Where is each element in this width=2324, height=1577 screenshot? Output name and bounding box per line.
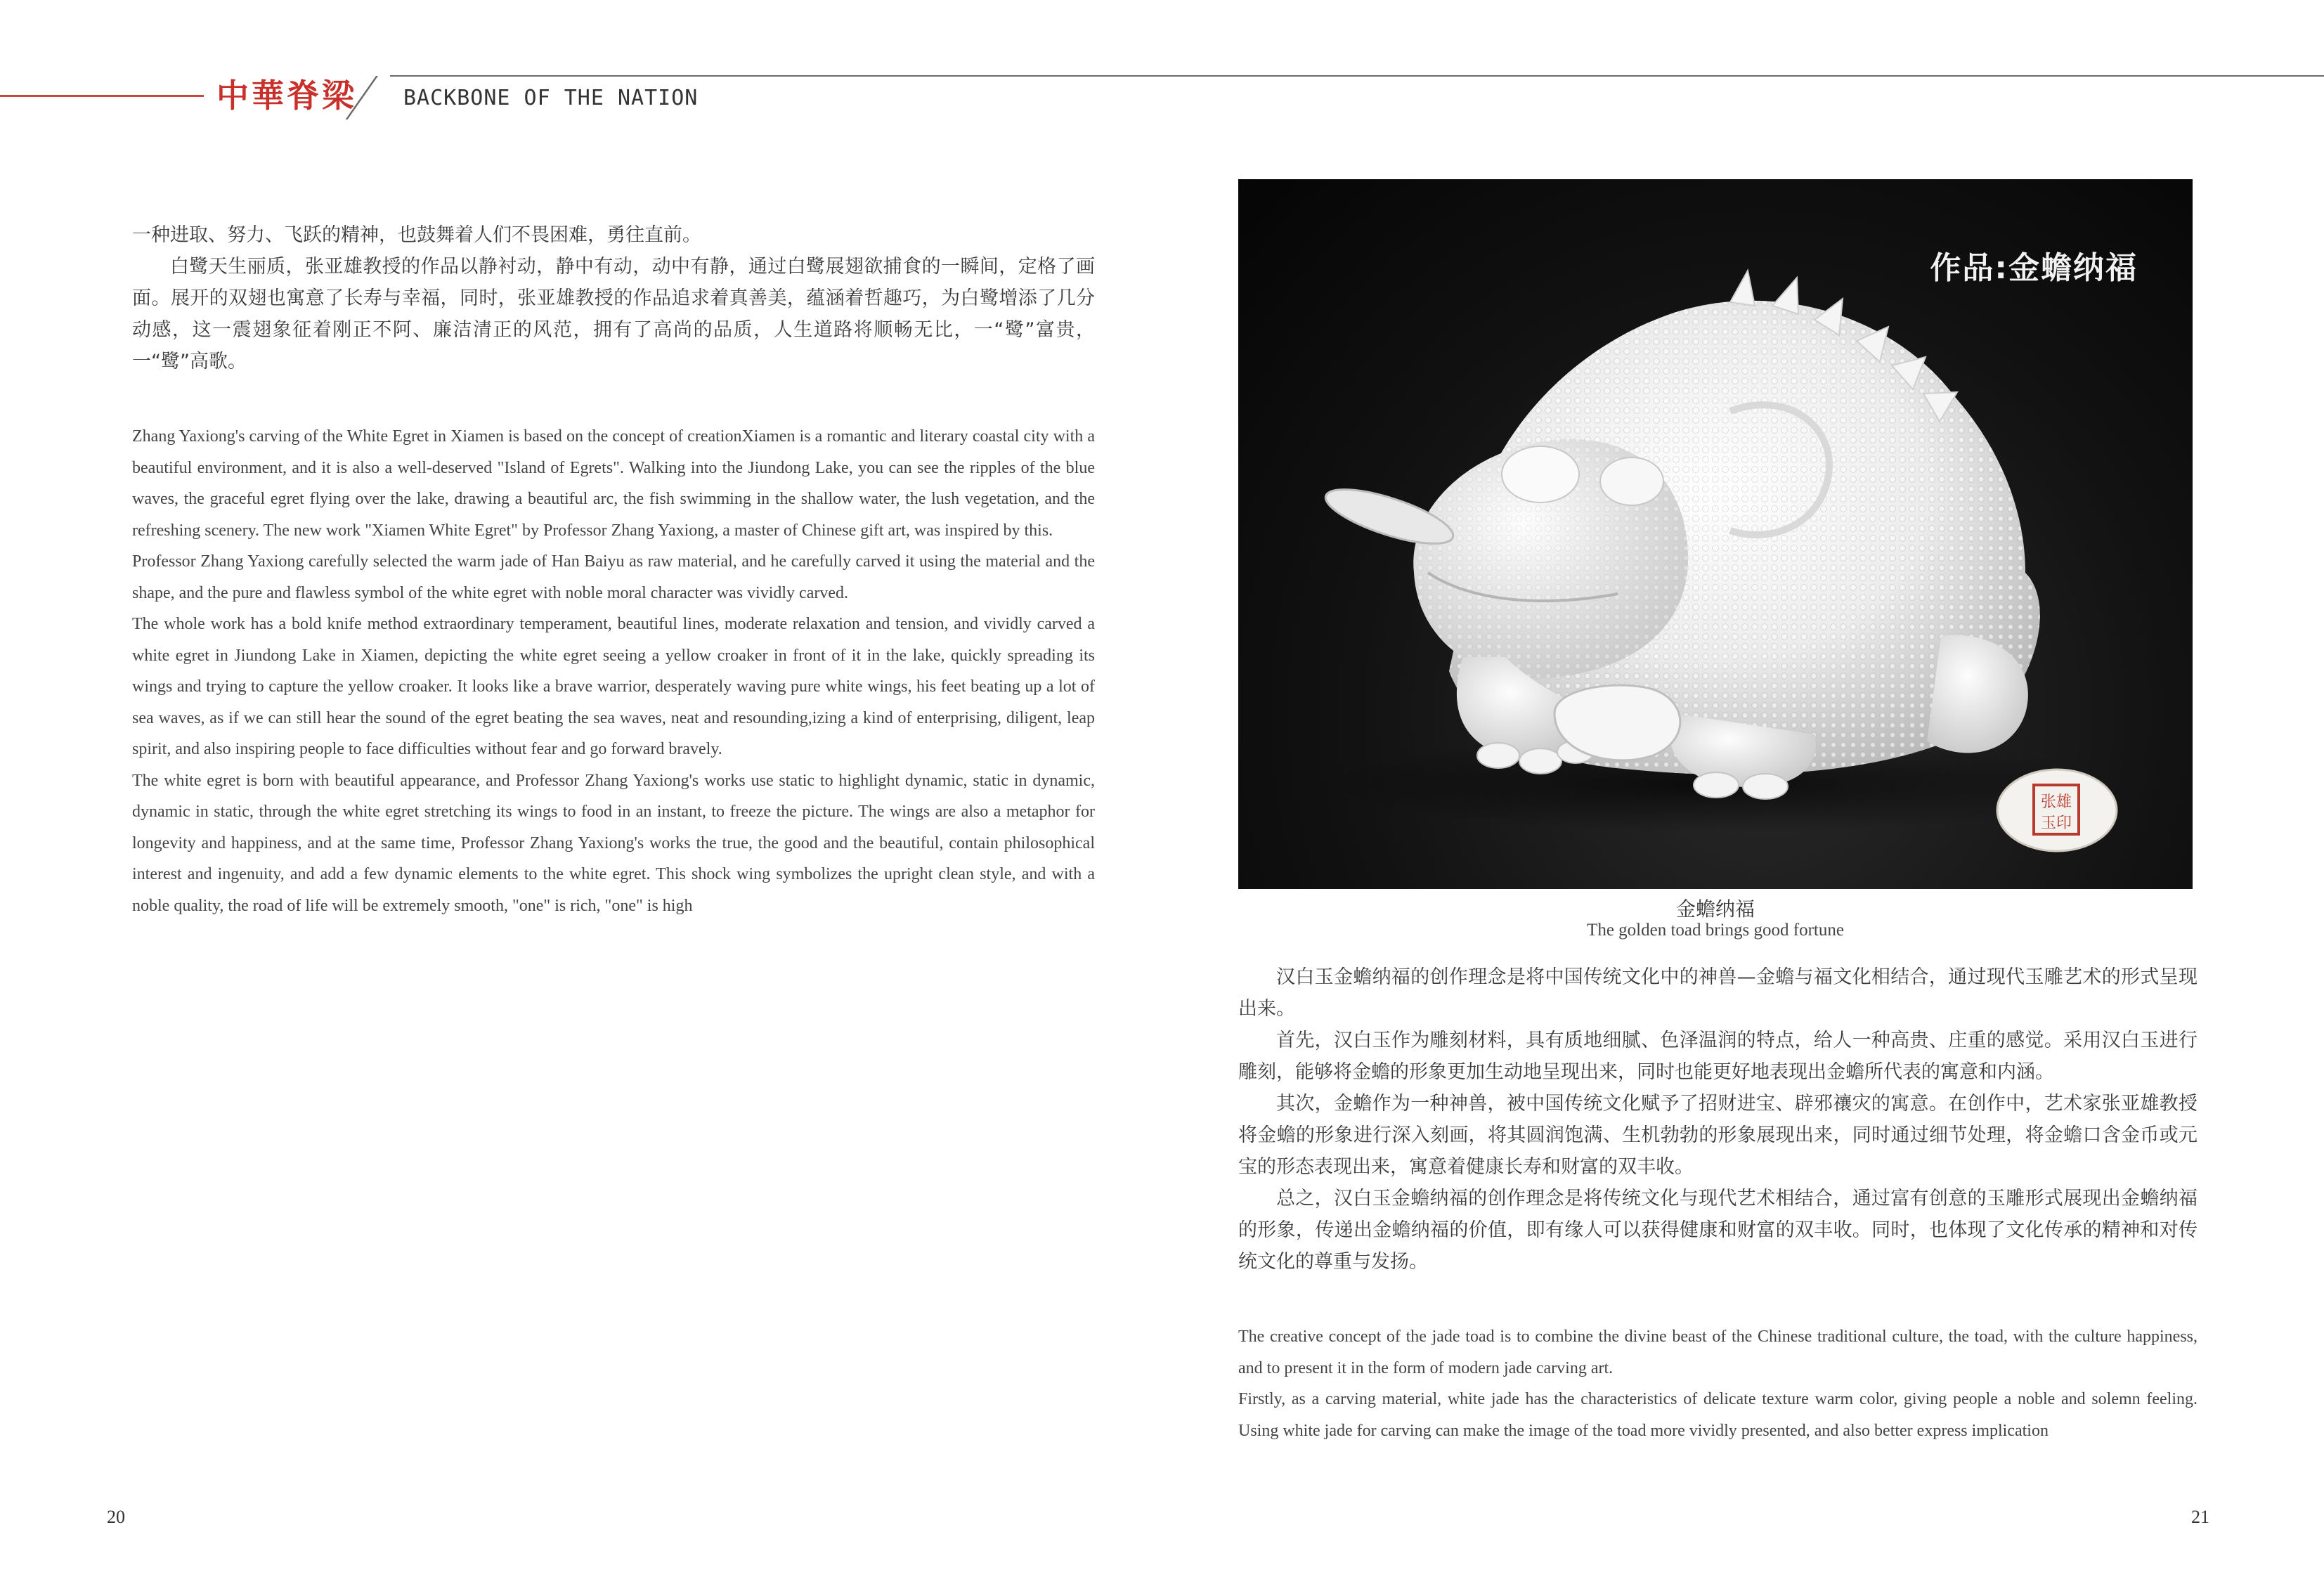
jade-toad-photo [1238,179,2193,889]
page-number-left: 20 [107,1507,125,1527]
en-paragraph: The creative concept of the jade toad is to combine the divine beast of the Chinese traditional culture, the toad, with the culture happiness, and to present it in the form of modern jade carving art. [1238,1328,2198,1377]
header-rule-left [0,95,204,97]
header-english-title: BACKBONE OF THE NATION [403,86,699,110]
en-paragraph: Zhang Yaxiong's carving of the White Egret in Xiamen is based on the concept of creationXiamen is a romantic and literary coastal city with a beautiful environment, and it is also a well-deserved "Island of Egrets". Walking into the Jiundong Lake, you can see the ripples of the blue waves, the graceful egret flying over the lake, drawing a beautiful arc, the fish swimming in the shallow water, the lush vegetation, and the refreshing scenery. The new work "Xiamen White Egret" by Professor Zhang Yaxiong, a master of Chinese gift art, was inspired by this. [132,427,1095,540]
cn-paragraph: 汉白玉金蟾纳福的创作理念是将中国传统文化中的神兽—金蟾与福文化相结合，通过现代玉雕艺术的形式呈现出来。 [1238,966,2198,1020]
photo-artwork-title: 作品:金蟾纳福 [1930,250,2138,286]
en-paragraph: The whole work has a bold knife method extraordinary temperament, beautiful lines, moderate relaxation and tension, and vividly carved a white egret in Jiundong Lake in Xiamen, depicting the white egret seeing a yellow croaker in front of it in the lake, quickly spreading its wings and trying to capture the yellow croaker. It looks like a brave warrior, desperately waving pure white wings, his feet beating up a lot of sea waves, as if we can still hear the sound of the egret beating the sea waves, neat and resounding,izing a kind of enterprising, diligent, leap spirit, and also inspiring people to face difficulties without fear and go forward bravely. [132,615,1095,758]
en-text-block-right [1238,1321,2198,1446]
left-page-body [132,219,1095,921]
header-rule-right [390,75,2324,77]
header-chinese-title: 中華脊梁 [216,77,357,115]
caption-english: The golden toad brings good fortune [1587,921,1844,940]
en-text-block [132,421,1095,921]
seal-text-top: 张雄 [2040,793,2072,811]
en-paragraph: Firstly, as a carving material, white jade has the characteristics of delicate texture warm color, giving people a noble and solemn feeling. Using white jade for carving can make the image of the toad more vividly presented, and also better express implication [1238,1390,2198,1440]
caption-chinese: 金蟾纳福 [1675,897,1755,921]
cn-paragraph: 其次，金蟾作为一种神兽，被中国传统文化赋予了招财进宝、辟邪禳灾的寓意。在创作中，艺术家张亚雄教授将金蟾的形象进行深入刻画，将其圆润饱满、生机勃勃的形象展现出来，同时通过细节处理，将金蟾口含金币或元宝的形态表现出来，寓意着健康长寿和财富的双丰收。 [1238,1093,2198,1178]
en-paragraph: Professor Zhang Yaxiong carefully selected the warm jade of Han Baiyu as raw material, and he carefully carved it using the material and the shape, and the pure and flawless symbol of the white egret with noble moral character was vividly carved. [132,552,1095,602]
seal-text-bottom: 玉印 [2040,815,2072,832]
cn-paragraph: 首先，汉白玉作为雕刻材料，具有质地细腻、色泽温润的特点，给人一种高贵、庄重的感觉。采用汉白玉进行雕刻，能够将金蟾的形象更加生动地呈现出来，同时也能更好地表现出金蟾所代表的寓意和内涵。 [1238,1030,2198,1083]
cn-paragraph: 总之，汉白玉金蟾纳福的创作理念是将传统文化与现代艺术相结合，通过富有创意的玉雕形式展现出金蟾纳福的形象，传递出金蟾纳福的价值，即有缘人可以获得健康和财富的双丰收。同时，也体现了文化传承的精神和对传统文化的尊重与发扬。 [1238,1188,2198,1273]
en-paragraph: The white egret is born with beautiful appearance, and Professor Zhang Yaxiong's works use static to highlight dynamic, static in dynamic, dynamic in static, through the white egret stretching its wings to food in an instant, to freeze the picture. The wings are also a metaphor for longevity and happiness, and at the same time, Professor Zhang Yaxiong's works the true, the good and the beautiful, contain philosophical interest and ingenuity, and add a few dynamic elements to the white egret. This shock wing symbolizes the upright clean style, and with a noble quality, the road of life will be extremely smooth, "one" is rich, "one" is high [132,771,1095,915]
cn-paragraph: 一种进取、努力、飞跃的精神，也鼓舞着人们不畏困难，勇往直前。 [132,224,701,246]
cn-paragraph: 白鹭天生丽质，张亚雄教授的作品以静衬动，静中有动，动中有静，通过白鹭展翅欲捕食的一瞬间，定格了画面。展开的双翅也寓意了长寿与幸福，同时，张亚雄教授的作品追求着真善美，蕴涵着哲趣巧，为白鹭增添了几分动感，这一震翅象征着刚正不阿、廉洁清正的风范，拥有了高尚的品质，人生道路将顺畅无比，一“鹭”富贵，一“鹭”高歌。 [132,256,1095,372]
page-number-right: 21 [2191,1507,2209,1527]
right-page-body [1238,961,2198,1278]
